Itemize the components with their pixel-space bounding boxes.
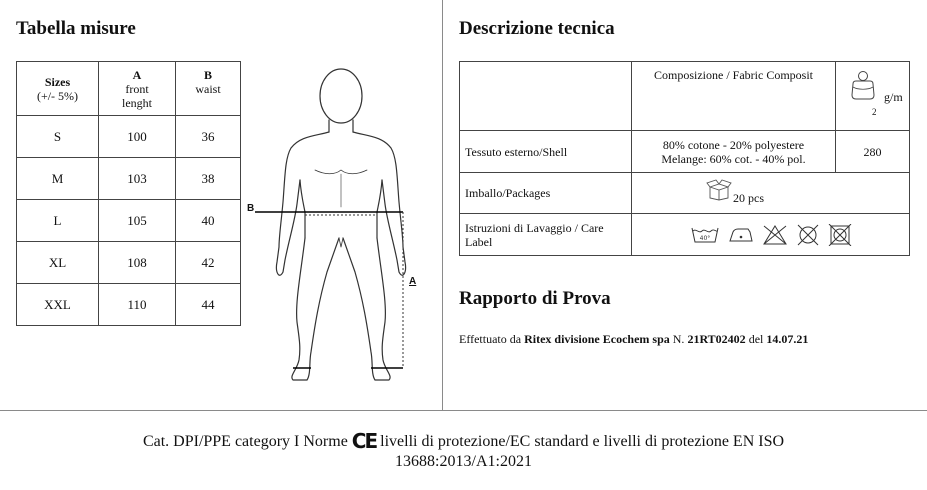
pack-label: Imballo/Packages [460,173,632,214]
composition-header: Composizione / Fabric Composit [632,62,836,131]
pack-value: 20 pcs [733,191,764,205]
table-row [17,116,241,158]
figure-label-b: B [247,203,255,214]
no-tumble-dry-icon [828,224,852,246]
footer-norms: Cat. DPI/PPE category I Norme CE livelli di protezione/EC standard e livelli di protezione EN ISO 13688:2013/A1:2021 [142,429,785,470]
tech-header-row [460,62,910,131]
size-cell: M [17,158,99,200]
horizontal-divider [0,410,927,411]
table-row [17,200,241,242]
table-row [460,214,910,256]
table-row [460,131,910,173]
b-cell: 42 [176,242,241,284]
a-cell: 108 [99,242,176,284]
table-row [17,284,241,326]
tech-table [459,61,910,256]
tech-title: Descrizione tecnica [459,18,615,39]
report-title: Rapporto di Prova [459,288,611,309]
a-cell: 105 [99,200,176,242]
care-label: Istruzioni di Lavaggio / Care Label [460,214,632,256]
b-cell: 44 [176,284,241,326]
size-cell: S [17,116,99,158]
care-symbols [632,224,909,246]
weight-exponent: 2 [872,107,877,117]
table-row [460,173,910,214]
size-table-title: Tabella misure [16,18,136,39]
no-dryclean-icon [796,224,820,246]
size-table [16,61,241,326]
a-cell: 110 [99,284,176,326]
weight-unit: g/m [884,90,903,104]
vertical-divider [442,0,443,411]
size-table-header [17,62,241,116]
shell-label: Tessuto esterno/Shell [460,131,632,173]
header-b: B waist [176,62,241,116]
a-cell: 103 [99,158,176,200]
b-cell: 38 [176,158,241,200]
box-icon [706,179,732,201]
weight-icon [850,70,876,102]
size-cell: L [17,200,99,242]
table-row [17,158,241,200]
figure-label-a: A [409,276,417,287]
weight-header [836,62,909,130]
wash-temp: 40° [699,234,710,242]
b-cell: 36 [176,116,241,158]
no-bleach-icon [762,224,788,246]
report-text: Effettuato da Ritex divisione Ecochem spa N. 21RT02402 del 14.07.21 [459,332,809,346]
wash-40-icon [690,224,720,246]
size-cell: XXL [17,284,99,326]
shell-composition: 80% cotone - 20% polyestere Melange: 60% cot. - 40% pol. [632,131,836,173]
ce-mark: CE [351,429,377,453]
iron-icon [728,226,754,244]
body-measure-figure [245,62,425,388]
b-cell: 40 [176,200,241,242]
shell-weight: 280 [836,131,910,173]
a-cell: 100 [99,116,176,158]
size-cell: XL [17,242,99,284]
header-a: A front lenght [99,62,176,116]
table-row [17,242,241,284]
header-sizes: Sizes (+/- 5%) [17,62,99,116]
